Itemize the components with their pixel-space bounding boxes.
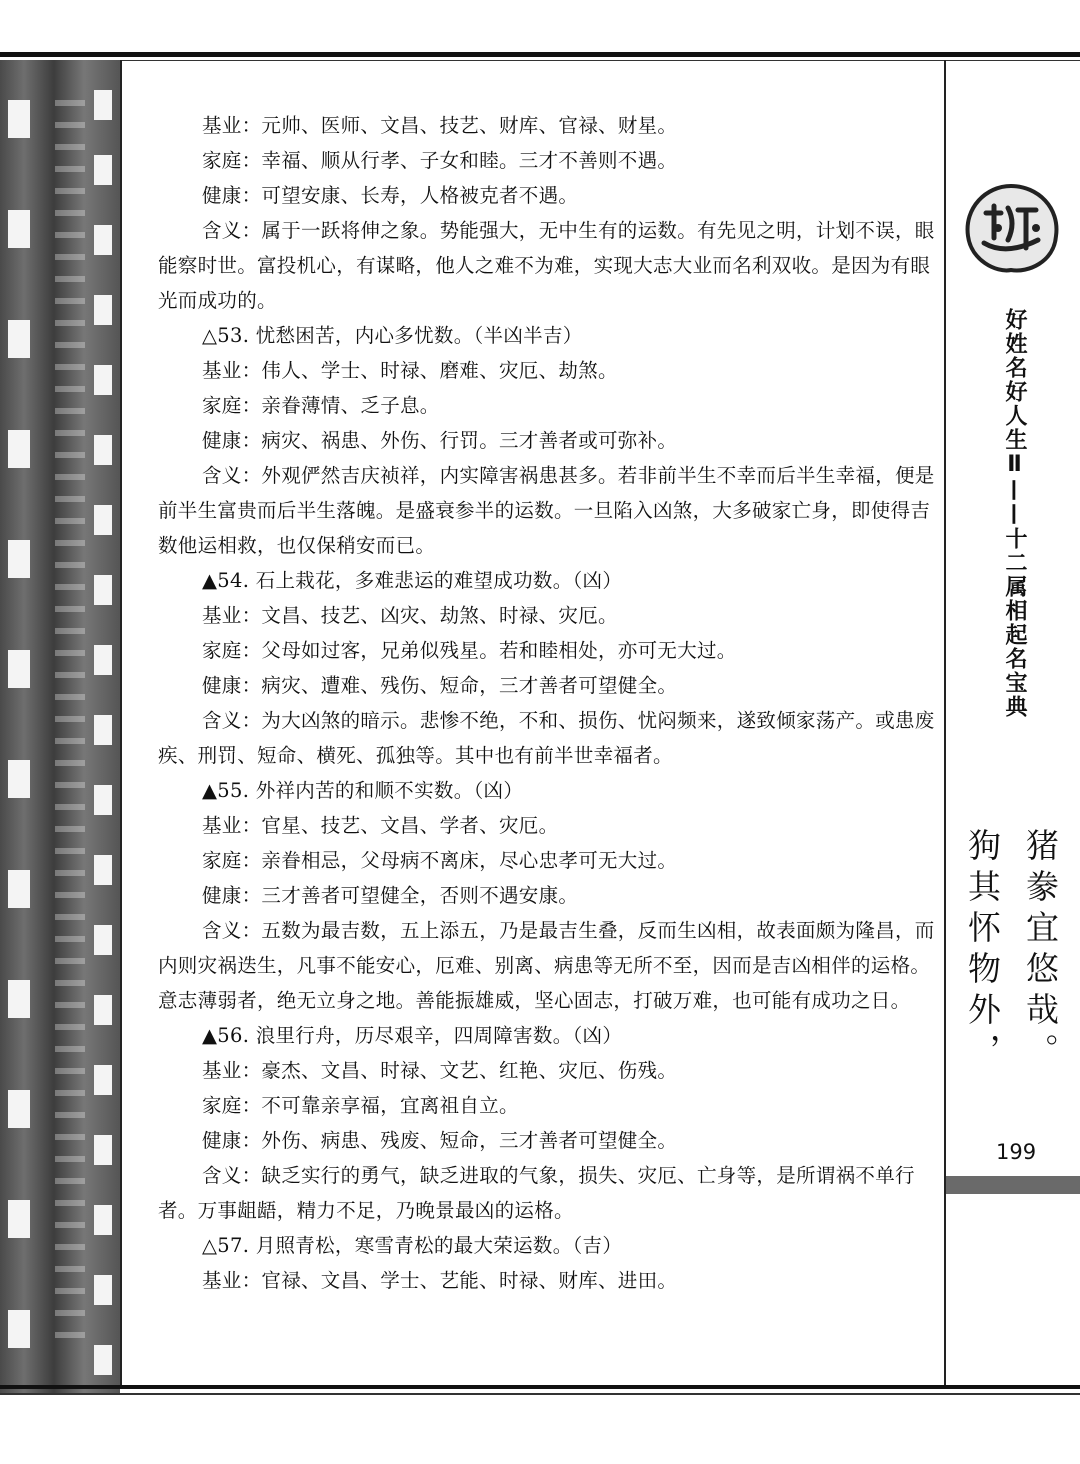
perforation bbox=[8, 430, 30, 468]
text-line: 健康：外伤、病患、残废、短命，三才善者可望健全。 bbox=[202, 1129, 678, 1152]
section-heading: ▲55. 外祥内苦的和顺不实数。（凶） bbox=[202, 779, 524, 802]
text-line: 基业：官禄、文昌、学士、艺能、时禄、财库、进田。 bbox=[202, 1269, 678, 1292]
perforation bbox=[94, 1205, 112, 1235]
perforation bbox=[94, 645, 112, 675]
perforation bbox=[94, 785, 112, 815]
seal-logo-icon bbox=[956, 178, 1066, 278]
paragraph: 含义：五数为最吉数，五上添五，乃是最吉生叠，反而生凶相，故表面颇为隆昌，而内则灾祸迭生，凡事不能安心，厄难、别离、病患等无所不至，因而是吉凶相伴的运格。意志薄弱者，绝无立身之地。善能振雄威，坚心固志，打破万难，也可能有成功之日。 bbox=[158, 919, 935, 1012]
perforation bbox=[94, 995, 112, 1025]
perforation bbox=[94, 925, 112, 955]
perforation bbox=[8, 210, 30, 248]
text-line: 家庭：父母如过客，兄弟似残星。若和睦相处，亦可无大过。 bbox=[202, 639, 737, 662]
perforation bbox=[94, 365, 112, 395]
top-rule-thin bbox=[120, 60, 1080, 61]
calligraphy-strip bbox=[55, 100, 85, 1350]
perforation bbox=[94, 90, 112, 120]
perforation bbox=[94, 505, 112, 535]
text-line: 基业：伟人、学士、时禄、磨难、灾厄、劫煞。 bbox=[202, 359, 618, 382]
perforation bbox=[8, 100, 30, 138]
perforation bbox=[8, 540, 30, 578]
section-heading: ▲56. 浪里行舟，历尽艰辛，四周障害数。（凶） bbox=[202, 1024, 623, 1047]
perforation bbox=[8, 760, 30, 798]
paragraph: 含义：外观俨然吉庆祯祥，内实障害祸患甚多。若非前半生不幸而后半生幸福，便是前半生富贵而后半生落魄。是盛衰参半的运数。一旦陷入凶煞，大多破家亡身，即使得吉数他运相救，也仅保稍安而已。 bbox=[158, 464, 935, 557]
text-line: 健康：可望安康、长寿，人格被克者不遇。 bbox=[202, 184, 579, 207]
text-line: 家庭：不可靠亲享福，宜离祖自立。 bbox=[202, 1094, 519, 1117]
perforation bbox=[8, 980, 30, 1018]
paragraph: 含义：缺乏实行的勇气，缺乏进取的气象，损失、灾厄、亡身等，是所谓祸不单行者。万事龃龉，精力不足，乃晚景最凶的运格。 bbox=[158, 1164, 915, 1222]
film-strip-decoration bbox=[0, 60, 120, 1395]
perforation bbox=[94, 1065, 112, 1095]
bottom-rule-thin bbox=[0, 1393, 1080, 1395]
perforation bbox=[8, 1090, 30, 1128]
perforation bbox=[8, 320, 30, 358]
main-text bbox=[158, 108, 936, 1298]
text-line: 家庭：亲眷薄情、乏子息。 bbox=[202, 394, 440, 417]
paragraph: 含义：属于一跃将伸之象。势能强大，无中生有的运数。有先见之明，计划不误，眼能察时世。富投机心，有谋略，他人之难不为难，实现大志大业而名利双收。是因为有眼光而成功的。 bbox=[158, 219, 935, 312]
page-number: 199 bbox=[996, 1140, 1037, 1164]
text-line: 家庭：亲眷相忌，父母病不离床，尽心忠孝可无大过。 bbox=[202, 849, 678, 872]
frame-line-left bbox=[120, 60, 122, 1386]
perforation bbox=[8, 650, 30, 688]
perforation bbox=[94, 575, 112, 605]
text-line: 基业：元帅、医师、文昌、技艺、财库、官禄、财星。 bbox=[202, 114, 678, 137]
perforation bbox=[94, 155, 112, 185]
perforation bbox=[94, 435, 112, 465]
text-line: 健康：病灾、遭难、残伤、短命，三才善者可望健全。 bbox=[202, 674, 678, 697]
perforation bbox=[94, 715, 112, 745]
perforation bbox=[94, 1275, 112, 1305]
paragraph: 含义：为大凶煞的暗示。悲惨不绝，不和、损伤、忧闷频来，遂致倾家荡产。或患废疾、刑罚、短命、横死、孤独等。其中也有前半世幸福者。 bbox=[158, 709, 935, 767]
perforation bbox=[8, 1310, 30, 1348]
text-line: 基业：文昌、技艺、凶灾、劫煞、时禄、灾厄。 bbox=[202, 604, 618, 627]
perforation bbox=[8, 870, 30, 908]
perforation bbox=[94, 855, 112, 885]
poem-column-1: 猪豢宜悠哉。 bbox=[1021, 828, 1060, 1074]
text-line: 健康：三才善者可望健全，否则不遇安康。 bbox=[202, 884, 579, 907]
book-title: 好姓名好人生Ⅱ——十二属相起名宝典 bbox=[1002, 308, 1027, 719]
bottom-rule bbox=[0, 1385, 1080, 1389]
text-line: 基业：豪杰、文昌、时禄、文艺、红艳、灾厄、伤残。 bbox=[202, 1059, 678, 1082]
text-line: 家庭：幸福、顺从行孝、子女和睦。三才不善则不遇。 bbox=[202, 149, 678, 172]
perforation bbox=[94, 1135, 112, 1165]
text-line: 基业：官星、技艺、文昌、学者、灾厄。 bbox=[202, 814, 559, 837]
section-heading: ▲54. 石上栽花，多难悲运的难望成功数。（凶） bbox=[202, 569, 623, 592]
poem-column-2: 狗其怀物外， bbox=[963, 828, 1002, 1074]
perforation bbox=[94, 1345, 112, 1375]
section-heading: △57. 月照青松，寒雪青松的最大荣运数。（吉） bbox=[202, 1234, 623, 1257]
top-rule bbox=[0, 52, 1080, 57]
page-number-bar bbox=[946, 1176, 1080, 1194]
section-heading: △53. 忧愁困苦，内心多忧数。（半凶半吉） bbox=[202, 324, 583, 347]
perforation bbox=[94, 295, 112, 325]
text-line: 健康：病灾、祸患、外伤、行罚。三才善者或可弥补。 bbox=[202, 429, 678, 452]
perforation bbox=[94, 225, 112, 255]
perforation bbox=[8, 1200, 30, 1238]
